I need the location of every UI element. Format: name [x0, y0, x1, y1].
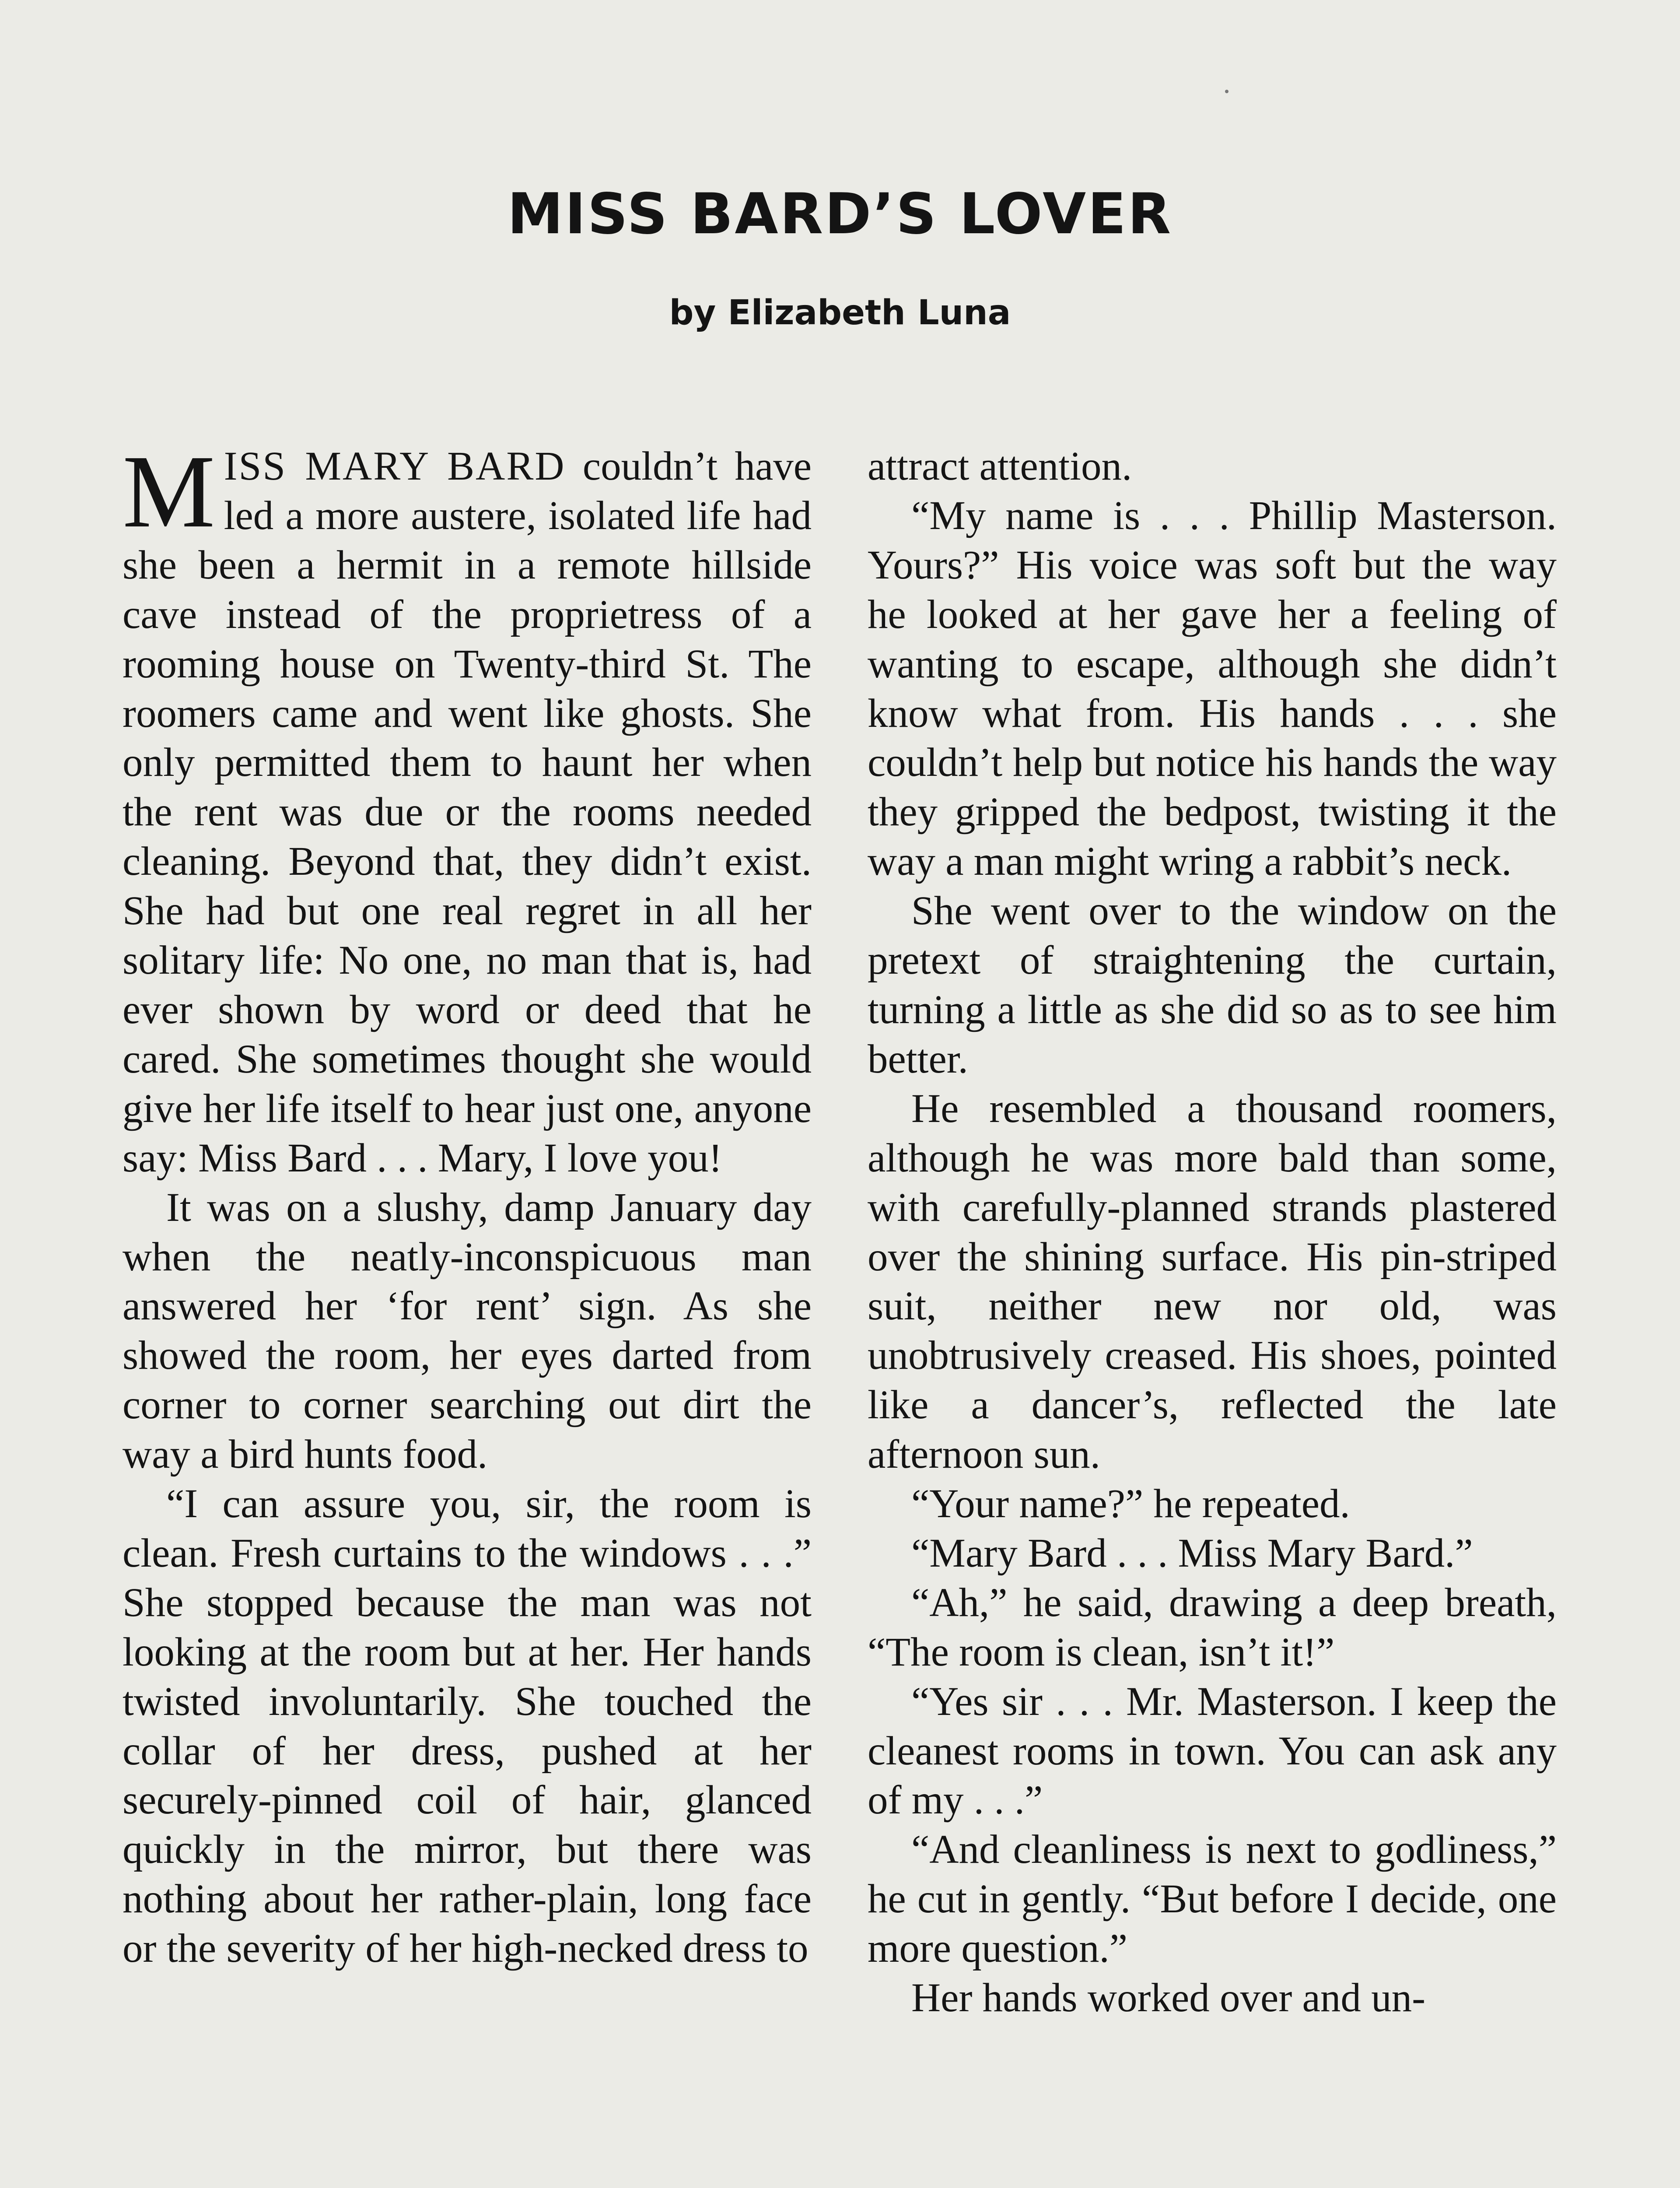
drop-cap: M — [122, 434, 215, 549]
paragraph: “My name is . . . Phillip Masterson. Yours?” His voice was soft but the way he looked at her gave her a feeling of wanting to escape, although she didn’t know what from. His hands . . . she couldn’t help but notice his hands the way they gripped the bedpost, twisting it the way a man might wring a rabbit’s neck. — [868, 493, 1557, 884]
paragraph: He resembled a thousand roomers, although he was more bald than some, with carefully-planned strands plastered over the shining surface. His pin-striped suit, neither new nor old, was unobtrusively creased. His shoes, pointed like a dancer’s, reflected the late afternoon sun. — [868, 1086, 1557, 1477]
paragraph-text: couldn’t have led a more austere, isolated life had she been a hermit in a remote hillside cave instead of the proprietress of a rooming house on Twenty-third St. The roomers came and went like ghosts. She only permitted them to haunt her when the rent was due or the rooms needed cleaning. Beyond that, they didn’t exist. She had but one real regret in all her solitary life: No one, no man that is, had ever shown by word or deed that he cared. She sometimes thought she would give her life itself to hear just one, anyone say: Miss Bard . . . Mary, I love you! — [122, 444, 812, 1181]
paragraph: “And cleanliness is next to godliness,” he cut in gently. “But before I decide, one more question.” — [868, 1827, 1557, 1971]
opening-smallcaps: ISS MARY BARD — [224, 444, 566, 489]
paragraph: It was on a slushy, damp January day when the neatly-inconspicuous man answered her ‘for rent’ sign. As she showed the room, her eyes darted from corner to corner searching out dirt the way a bird hunts food. — [122, 1185, 812, 1477]
author-byline: by Elizabeth Luna — [669, 293, 1011, 333]
paragraph: “Mary Bard . . . Miss Mary Bard.” — [911, 1530, 1473, 1576]
print-speck — [1225, 90, 1228, 93]
paragraph: “Your name?” he repeated. — [911, 1481, 1350, 1527]
story-title: MISS BARD’S LOVER — [507, 182, 1173, 247]
paragraph: She went over to the window on the pretext of straightening the curtain, turning a little as she did so as to see him better. — [868, 888, 1557, 1082]
paragraph: Her hands worked over and un- — [911, 1975, 1426, 2021]
opening-paragraph — [122, 434, 812, 1183]
paragraph: “I can assure you, sir, the room is clean. Fresh curtains to the windows . . .” She stopped because the man was not looking at the room but at her. Her hands twisted involuntarily. She touched the collar of her dress, pushed at her securely-pinned coil of hair, glanced quickly in the mirror, but there was nothing about her rather-plain, long face or the severity of her high-necked dress to — [122, 1481, 812, 1971]
continued-paragraph: attract attention. — [868, 444, 1132, 489]
left-column — [122, 434, 812, 1974]
right-column — [868, 442, 1557, 2023]
paragraph: “Ah,” he said, drawing a deep breath, “The room is clean, isn’t it!” — [868, 1580, 1557, 1675]
paragraph: “Yes sir . . . Mr. Masterson. I keep the cleanest rooms in town. You can ask any of my . . .” — [868, 1679, 1557, 1823]
